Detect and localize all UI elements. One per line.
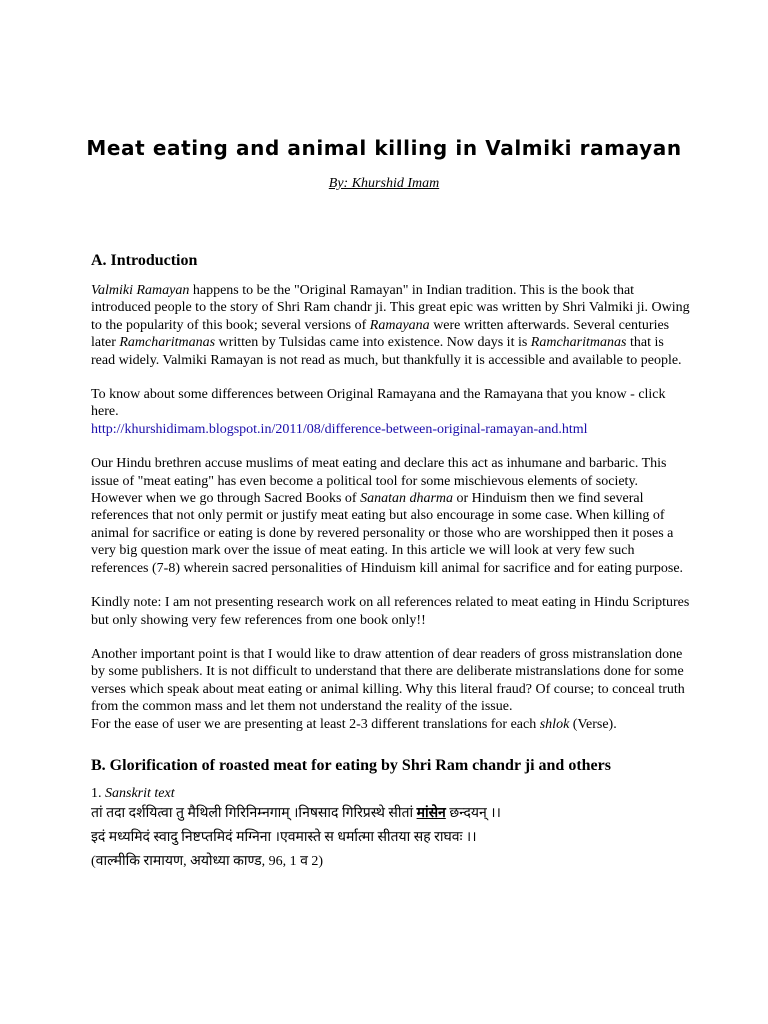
italic-term: Ramcharitmanas xyxy=(119,335,216,351)
section-heading-introduction: A. Introduction xyxy=(91,252,198,269)
article-body xyxy=(91,250,691,874)
text-run: happens to be the "Original Ramayan" in Indian tradition. This is the book that introduced people to the story of Shri Ram chandr ji. This great epic was written by Shri Valmiki ji. Owing to the popularity of this book; several versions of xyxy=(91,283,690,333)
text-run: or Hinduism then we find several references that not only permit or justify meat eating but also encourage in some case. When killing of animal for sacrifice or eating is done by revered personality or those who are worshipped then it poses a very big question mark over the issue of meat eating. In this article we will look at very few such references (7-8) wherein sacred personalities of Hinduism kill animal for sacrifice and for eating purpose. xyxy=(91,491,684,576)
text-run: छन्दयन् ।। xyxy=(445,806,501,822)
italic-term: Valmiki Ramayan xyxy=(91,283,190,298)
italic-term: Sanskrit text xyxy=(105,785,175,801)
intro-paragraph-3 xyxy=(91,455,691,577)
italic-term: shlok xyxy=(539,716,570,732)
item-1-label xyxy=(91,785,691,802)
section-heading-glorification: B. Glorification of roasted meat for eating by Shri Ram chandr ji and others xyxy=(91,756,611,774)
blog-link[interactable]: http://khurshidimam.blogspot.in/2011/08/difference-between-original-ramayan-and.html xyxy=(91,421,588,437)
item-number: 1. xyxy=(91,785,105,801)
intro-paragraph-1 xyxy=(91,282,691,369)
text-run: that is read widely. Valmiki Ramayan is not read as much, but thankfully it is accessible and available to people. xyxy=(91,335,682,368)
author-byline: By: Khurshid Imam xyxy=(328,176,440,191)
intro-paragraph-5 xyxy=(91,646,691,733)
sanskrit-verse-line-1 xyxy=(91,802,691,826)
verse-reference: (वाल्मीकि रामायण, अयोध्या काण्ड, 96, 1 व 2) xyxy=(91,854,324,870)
sanskrit-verse-line-2: इदं मध्यमिदं स्वादु निष्टप्तमिदं मग्निना ।एवमास्ते स धर्मात्मा सीतया सह राघवः ।। xyxy=(91,830,477,846)
italic-term: Ramayana xyxy=(369,317,430,333)
italic-term: Ramcharitmanas xyxy=(530,335,627,351)
document-title: Meat eating and animal killing in Valmiki ramayan xyxy=(86,136,682,160)
text-run: तां तदा दर्शयित्वा तु मैथिली गिरिनिम्नगाम् ।निषसाद गिरिप्रस्थे सीतां xyxy=(91,806,417,822)
intro-paragraph-2 xyxy=(91,386,691,438)
text-run: written by Tulsidas came into existence. Now days it is xyxy=(215,335,531,351)
intro-paragraph-4: Kindly note: I am not presenting research work on all references related to meat eating in Hindu Scriptures but only showing very few references from one book only!! xyxy=(91,595,690,628)
text-run: Our Hindu brethren accuse muslims of meat eating and declare this act as inhumane and barbaric. This issue of "meat eating" has even become a political tool for some mischievous elements of society. However when we go through Sacred Books of xyxy=(91,456,667,507)
text-run: To know about some differences between Original Ramayana and the Ramayana that you know - click here. xyxy=(91,387,666,420)
text-run: For the ease of user we are presenting at least 2-3 different translations for each xyxy=(91,716,540,732)
highlighted-word: मांसेन xyxy=(416,806,446,822)
text-run: Another important point is that I would like to draw attention of dear readers of gross mistranslation done by some publishers. It is not difficult to understand that there are deliberate mistranslations done for some verses which speak about meat eating or animal killing. Why this literal fraud? Of course; to conceal truth from the common mass and let them not understand the reality of the issue. xyxy=(91,646,685,715)
text-run: (Verse). xyxy=(569,716,617,732)
italic-term: Sanatan dharma xyxy=(360,491,454,507)
text-run: were written afterwards. Several centuries later xyxy=(91,317,670,351)
